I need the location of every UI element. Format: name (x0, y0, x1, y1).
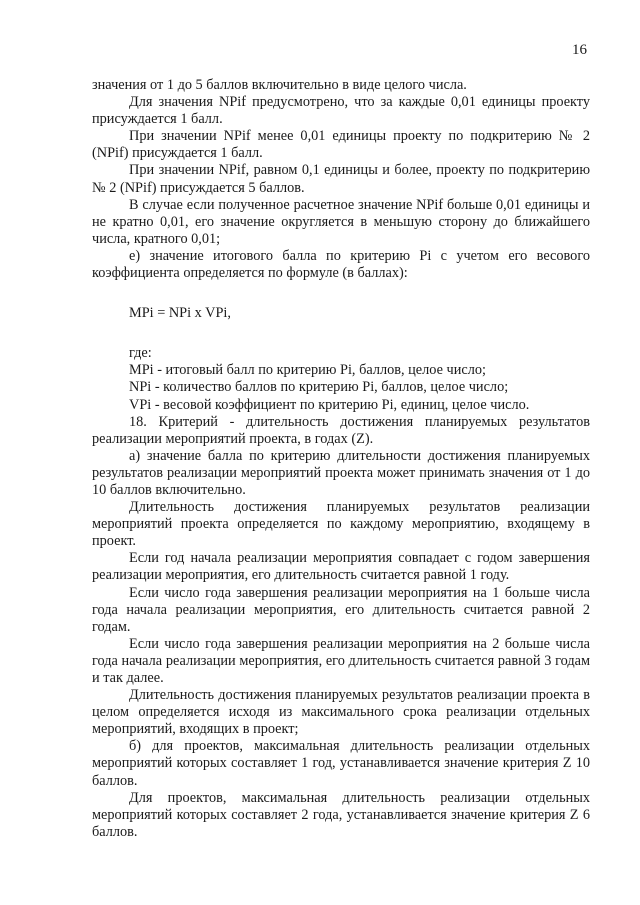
definition-line: NPi - количество баллов по критерию Pi, баллов, целое число; (129, 379, 509, 396)
page-number: 16 (572, 42, 587, 58)
spacer (92, 322, 590, 345)
paragraph: значения от 1 до 5 баллов включительно в виде целого числа. (92, 77, 467, 93)
paragraph: При значении NPif менее 0,01 единицы проекту по подкритерию № 2 (NPif) присуждается 1 балл. (92, 128, 590, 162)
definition-line: VPi - весовой коэффициент по критерию Pi, единиц, целое число. (129, 396, 530, 413)
body-text (92, 77, 590, 841)
formula: MPi = NPi x VPi, (129, 305, 231, 322)
where-label: где: (129, 345, 152, 362)
paragraph: е) значение итогового балла по критерию Pi с учетом его весового коэффициента определяется по формуле (в баллах): (92, 247, 590, 282)
paragraph: Если год начала реализации мероприятия совпадает с годом завершения реализации мероприятия, его длительность считается равной 1 году. (92, 550, 590, 584)
paragraph: а) значение балла по критерию длительности достижения планируемых результатов реализации мероприятий проекта может принимать значения от 1 до 10 баллов включительно. (92, 447, 590, 498)
paragraph: Если число года завершения реализации мероприятия на 1 больше числа года начала реализации мероприятия, его длительность считается равной 2 годам. (92, 584, 590, 635)
paragraph: Для проектов, максимальная длительность реализации отдельных мероприятий которых составляет 2 года, устанавливается значение критерия Z 6 баллов. (92, 789, 590, 840)
definition-line: MPi - итоговый балл по критерию Pi, баллов, целое число; (129, 362, 486, 379)
paragraph: В случае если полученное расчетное значение NPif больше 0,01 единицы и не кратно 0,01, его значение округляется в меньшую сторону до ближайшего числа, кратного 0,01; (92, 196, 590, 247)
paragraph: Длительность достижения планируемых результатов реализации проекта в целом определяется исходя из максимального срока реализации отдельных мероприятий, входящих в проект; (92, 687, 590, 738)
paragraph: Длительность достижения планируемых результатов реализации мероприятий проекта определяется по каждому мероприятию, входящему в проект. (92, 499, 590, 550)
paragraph: Для значения NPif предусмотрено, что за каждые 0,01 единицы проекту присуждается 1 балл. (92, 94, 590, 128)
paragraph: При значении NPif, равном 0,1 единицы и более, проекту по подкритерию № 2 (NPif) присуждается 5 баллов. (92, 162, 590, 196)
paragraph: б) для проектов, максимальная длительность реализации отдельных мероприятий которых составляет 1 год, устанавливается значение критерия Z 10 баллов. (92, 738, 590, 789)
paragraph: 18. Критерий - длительность достижения планируемых результатов реализации мероприятий проекта, в годах (Z). (92, 413, 590, 447)
paragraph: Если число года завершения реализации мероприятия на 2 больше числа года начала реализации мероприятия, его длительность считается равной 3 годам и так далее. (92, 635, 590, 686)
spacer (92, 282, 590, 305)
